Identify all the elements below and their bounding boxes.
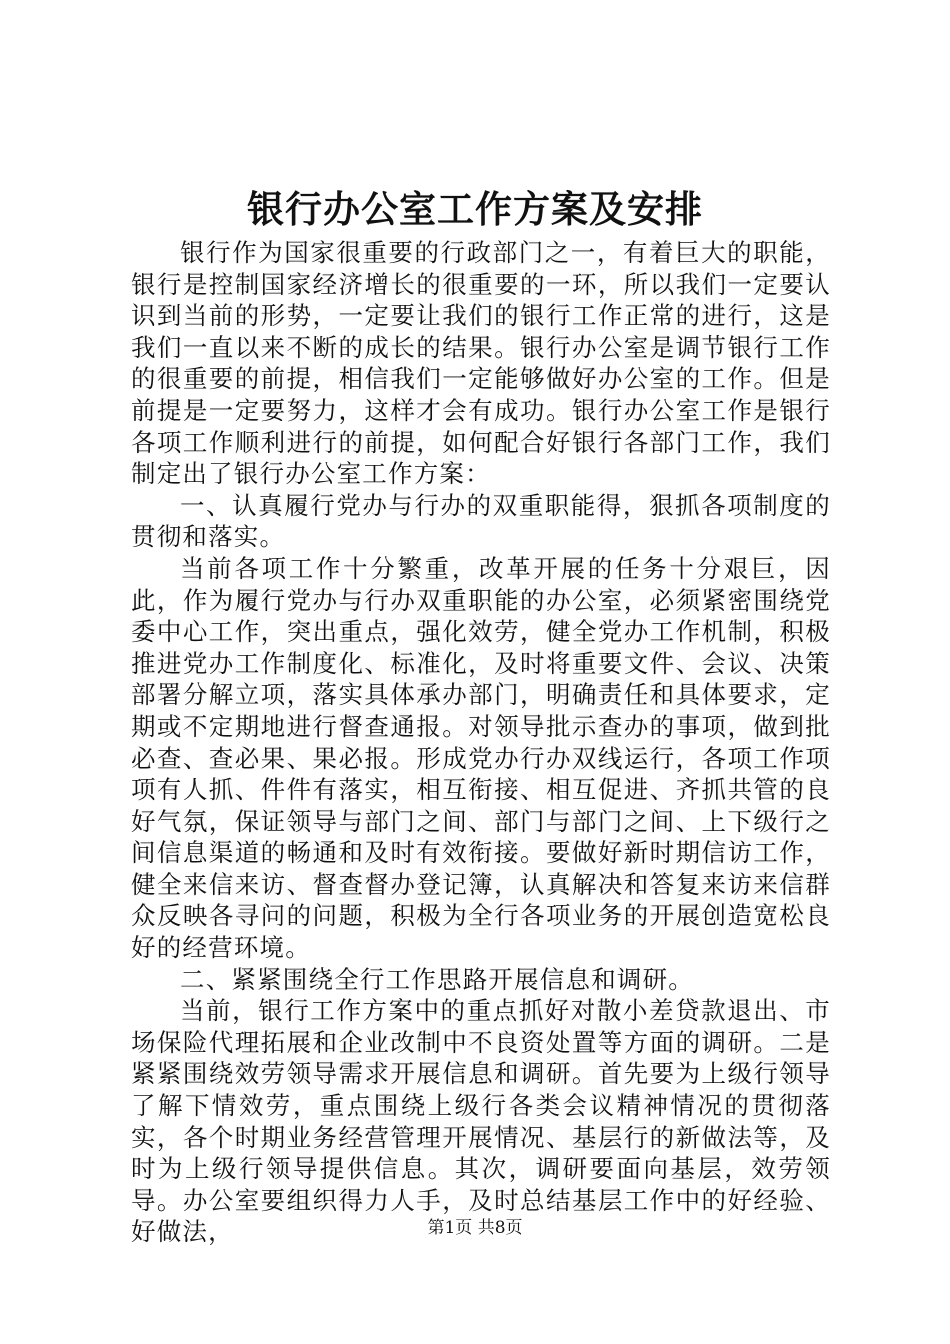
document-body <box>131 237 831 1248</box>
paragraph-heading-two: 二、紧紧围绕全行工作思路开展信息和调研。 <box>180 964 694 994</box>
paragraph-intro: 银行作为国家很重要的行政部门之一，有着巨大的职能，银行是控制国家经济增长的很重要的一环，所以我们一定要认识到当前的形势，一定要让我们的银行工作正常的进行，这是我们一直以来不断的成长的结果。银行办公室是调节银行工作的很重要的前提，相信我们一定能够做好办公室的工作。但是前提是一定要努力，这样才会有成功。银行办公室工作是银行各项工作顺利进行的前提，如何配合好银行各部门工作，我们制定出了银行办公室工作方案： <box>131 238 831 489</box>
page-number-footer: 第1页 共8页 <box>427 1218 523 1238</box>
paragraph-section-two: 当前，银行工作方案中的重点抓好对散小差贷款退出、市场保险代理拓展和企业改制中不良资处置等方面的调研。二是紧紧围绕效劳领导需求开展信息和调研。首先要为上级行领导了解下情效劳，重点围绕上级行各类会议精神情况的贯彻落实，各个时期业务经营管理开展情况、基层行的新做法等，及时为上级行领导提供信息。其次，调研要面向基层，效劳领导。办公室要组织得力人手，及时总结基层工作中的好经验、好做法， <box>131 996 831 1247</box>
paragraph-heading-one: 一、认真履行党办与行办的双重职能得，狠抓各项制度的贯彻和落实。 <box>131 490 831 552</box>
document-title: 银行办公室工作方案及安排 <box>247 187 703 231</box>
paragraph-section-one: 当前各项工作十分繁重，改革开展的任务十分艰巨，因此，作为履行党办与行办双重职能的办公室，必须紧密围绕党委中心工作，突出重点，强化效劳，健全党办工作机制，积极推进党办工作制度化、标准化，及时将重要文件、会议、决策部署分解立项，落实具体承办部门，明确责任和具体要求，定期或不定期地进行督查通报。对领导批示查办的事项，做到批必查、查必果、果必报。形成党办行办双线运行，各项工作项项有人抓、件件有落实，相互衔接、相互促进、齐抓共管的良好气氛，保证领导与部门之间、部门与部门之间、上下级行之间信息渠道的畅通和及时有效衔接。要做好新时期信访工作，健全来信来访、督查督办登记簿，认真解决和答复来访来信群众反映各寻问的问题，积极为全行各项业务的开展创造宽松良好的经营环境。 <box>131 553 831 963</box>
